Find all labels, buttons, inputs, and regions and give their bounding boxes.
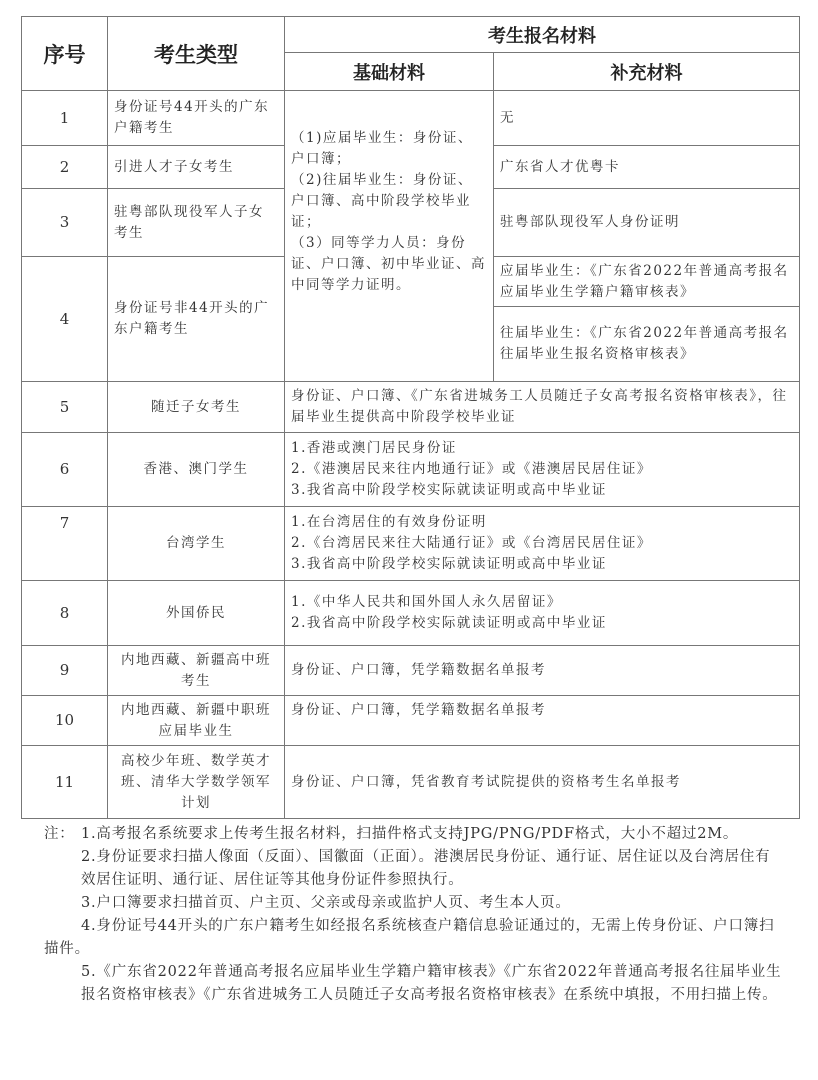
row-type: 内地西藏、新疆高中班考生 (108, 646, 285, 696)
row-num: 3 (22, 189, 108, 257)
row-num: 6 (22, 433, 108, 507)
note-5: 5.《广东省2022年普通高考报名应届毕业生学籍户籍审核表》《广东省2022年普通高考报名往届毕业生报名资格审核表》《广东省进城务工人员随迁子女高考报名资格审核表》在系统中填报，不用扫描上传。 (81, 964, 782, 1003)
row-supp-b: 往届毕业生：《广东省2022年普通高考报名往届毕业生报名资格审核表》 (494, 307, 800, 382)
row-num: 10 (22, 696, 108, 746)
row-supp: 无 (494, 91, 800, 146)
row-type: 外国侨民 (108, 581, 285, 646)
table-row (22, 646, 800, 696)
note-4: 4.身份证号44开头的广东户籍考生如经报名系统核查户籍信息验证通过的，无需上传身份证、户口簿扫描件。 (44, 918, 775, 957)
material-item: 1.在台湾居住的有效身份证明 (291, 514, 487, 530)
row-num: 9 (22, 646, 108, 696)
material-item: 2.我省高中阶段学校实际就读证明或高中毕业证 (291, 615, 607, 631)
row-materials: 身份证、户口簿，凭省教育考试院提供的资格考生名单报考 (285, 746, 800, 819)
basic-item: （1)应届毕业生：身份证、户口簿； (291, 130, 473, 167)
table-row (22, 507, 800, 581)
material-item: 2.《台湾居民来往大陆通行证》或《台湾居民居住证》 (291, 535, 652, 551)
row-num: 1 (22, 91, 108, 146)
row-materials (285, 581, 800, 646)
row-type: 内地西藏、新疆中职班应届毕业生 (108, 696, 285, 746)
row-supp: 广东省人才优粤卡 (494, 146, 800, 189)
row-materials: 身份证、户口簿，凭学籍数据名单报考 (285, 696, 800, 746)
note-text: 1.高考报名系统要求上传考生报名材料，扫描件格式支持JPG/PNG/PDF格式，大小不超过2M。 (81, 826, 739, 842)
table-row (22, 382, 800, 433)
basic-item: （3）同等学力人员：身份证、户口簿、初中毕业证、高中同等学力证明。 (291, 235, 486, 293)
row-type: 随迁子女考生 (108, 382, 285, 433)
table-row (22, 746, 800, 819)
row-type: 身份证号非44开头的广东户籍考生 (108, 257, 285, 382)
row-num: 5 (22, 382, 108, 433)
basic-item: （2)往届毕业生：身份证、户口簿、高中阶段学校毕业证； (291, 172, 473, 230)
row-num: 4 (22, 257, 108, 382)
header-materials: 考生报名材料 (285, 17, 800, 53)
header-basic: 基础材料 (285, 53, 494, 91)
material-item: 2.《港澳居民来往内地通行证》或《港澳居民居住证》 (291, 461, 652, 477)
basic-materials-shared (285, 91, 494, 382)
row-type: 香港、澳门学生 (108, 433, 285, 507)
header-type: 考生类型 (108, 17, 285, 91)
table-row (22, 433, 800, 507)
note-1 (44, 823, 784, 846)
material-item: 1.《中华人民共和国外国人永久居留证》 (291, 594, 562, 610)
header-seq: 序号 (22, 17, 108, 91)
row-num: 7 (22, 507, 108, 581)
material-item: 3.我省高中阶段学校实际就读证明或高中毕业证 (291, 482, 607, 498)
row-supp-a: 应届毕业生：《广东省2022年普通高考报名应届毕业生学籍户籍审核表》 (494, 257, 800, 307)
material-item: 3.我省高中阶段学校实际就读证明或高中毕业证 (291, 556, 607, 572)
notes-section (44, 823, 784, 1007)
note-2: 2.身份证要求扫描人像面（反面）、国徽面（正面）。港澳居民身份证、通行证、居住证以及台湾居住有效居住证明、通行证、居住证等其他身份证件参照执行。 (81, 849, 771, 888)
row-materials: 身份证、户口簿，凭学籍数据名单报考 (285, 646, 800, 696)
row-type: 驻粤部队现役军人子女考生 (108, 189, 285, 257)
row-type: 身份证号44开头的广东户籍考生 (108, 91, 285, 146)
row-num: 2 (22, 146, 108, 189)
row-materials (285, 507, 800, 581)
row-supp: 驻粤部队现役军人身份证明 (494, 189, 800, 257)
row-type: 引进人才子女考生 (108, 146, 285, 189)
table-row (22, 91, 800, 146)
row-type: 高校少年班、数学英才班、清华大学数学领军计划 (108, 746, 285, 819)
table-row (22, 696, 800, 746)
material-item: 1.香港或澳门居民身份证 (291, 440, 457, 456)
row-num: 8 (22, 581, 108, 646)
row-num: 11 (22, 746, 108, 819)
notes-prefix: 注： (44, 826, 75, 842)
header-supplementary: 补充材料 (494, 53, 800, 91)
note-3: 3.户口簿要求扫描首页、户主页、父亲或母亲或监护人页、考生本人页。 (81, 895, 571, 911)
row-materials (285, 433, 800, 507)
table-row (22, 581, 800, 646)
registration-materials-table (21, 16, 800, 819)
row-type: 台湾学生 (108, 507, 285, 581)
row-materials: 身份证、户口簿、《广东省进城务工人员随迁子女高考报名资格审核表》，往届毕业生提供高中阶段学校毕业证 (285, 382, 800, 433)
